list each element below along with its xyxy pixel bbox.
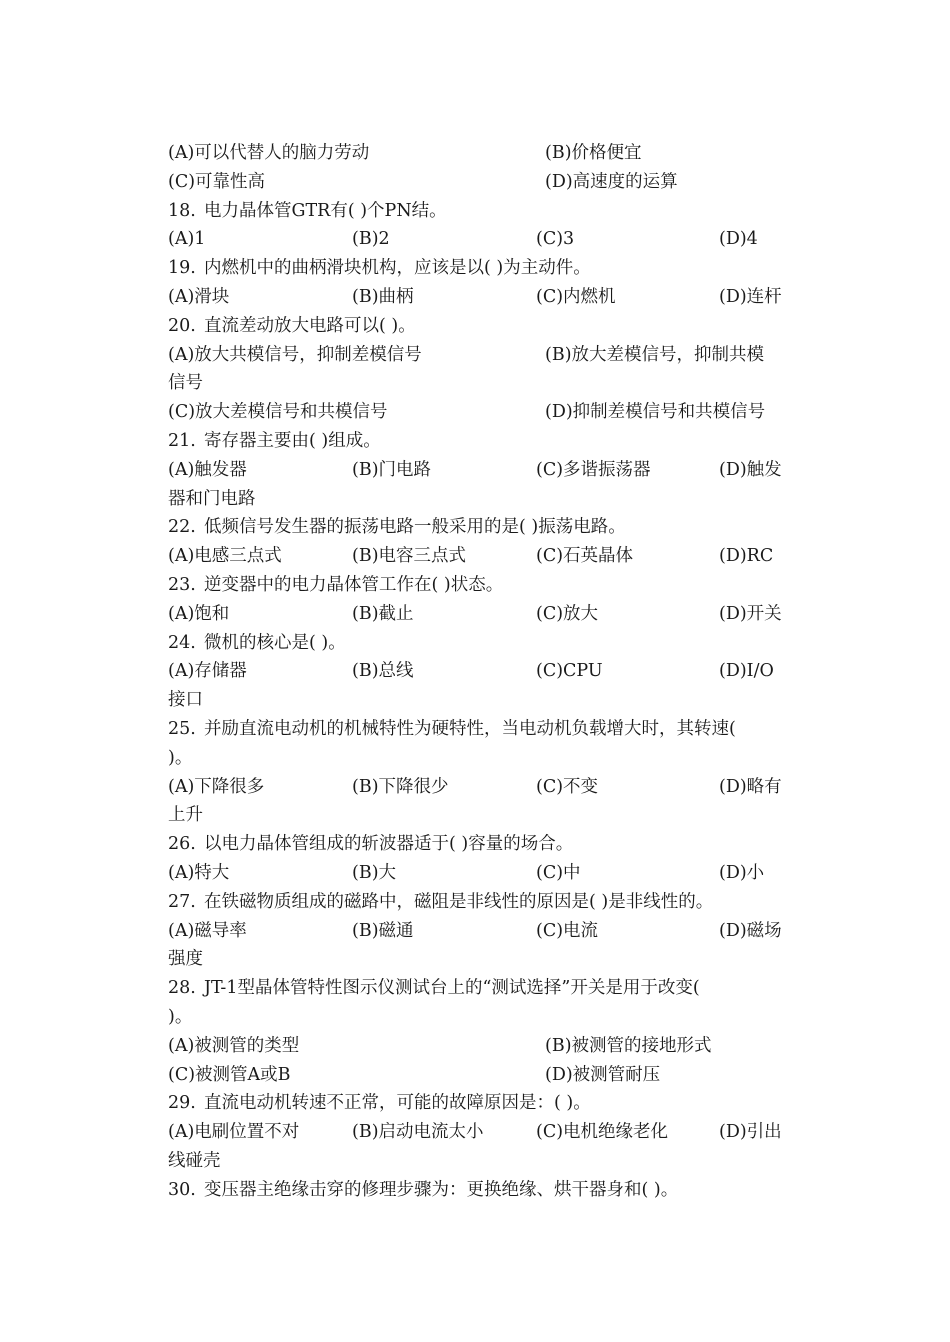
option-row — [168, 1061, 788, 1090]
option-left: (A)放大共模信号，抑制差模信号 — [168, 344, 422, 365]
option-left: (A)被测管的类型 — [168, 1035, 300, 1056]
continuation-line: 接口 — [168, 690, 203, 711]
option-row — [168, 542, 788, 571]
question-text: 直流差动放大电路可以( )。 — [204, 315, 416, 336]
option-d: (D)触发 — [719, 459, 782, 480]
option-a: (A)特大 — [168, 862, 230, 883]
option-a: (A)存储器 — [168, 661, 247, 682]
option-b: (B)门电路 — [352, 459, 432, 480]
question-line — [168, 830, 788, 859]
question-line — [168, 629, 788, 658]
option-right: (B)放大差模信号，抑制共模 — [545, 344, 765, 365]
question-line — [168, 513, 788, 542]
option-row — [168, 773, 788, 802]
option-c: (C)多谐振荡器 — [536, 459, 651, 480]
option-b: (B)截止 — [352, 603, 414, 624]
question-number: 30. — [168, 1179, 196, 1200]
option-b: (B)下降很少 — [352, 776, 449, 797]
question-number: 18. — [168, 200, 196, 221]
continuation-line: )。 — [168, 747, 193, 768]
question-line — [168, 571, 788, 600]
question-number: 25. — [168, 718, 196, 739]
question-line — [168, 715, 788, 744]
question-line — [168, 254, 788, 283]
option-row — [168, 398, 788, 427]
option-d: (D)I/O — [719, 661, 774, 682]
option-d: (D)小 — [719, 862, 765, 883]
option-right: (B)价格便宜 — [545, 143, 642, 163]
option-row — [168, 657, 788, 686]
option-b: (B)总线 — [352, 661, 414, 682]
option-b: (B)启动电流太小 — [352, 1122, 484, 1143]
question-text: JT-1型晶体管特性图示仪测试台上的“测试选择”开关是用于改变( — [204, 978, 700, 999]
option-a: (A)饱和 — [168, 603, 230, 624]
option-row — [168, 139, 788, 168]
question-number: 27. — [168, 891, 196, 912]
option-row — [168, 168, 788, 197]
continuation-line: 强度 — [168, 949, 203, 970]
continuation-line: 线碰壳 — [168, 1150, 221, 1171]
question-text: 以电力晶体管组成的斩波器适于( )容量的场合。 — [204, 834, 574, 855]
option-left: (C)被测管A或B — [168, 1064, 291, 1085]
continuation-line: 信号 — [168, 373, 203, 394]
question-text: 内燃机中的曲柄滑块机构，应该是以( )为主动件。 — [204, 258, 591, 279]
option-row — [168, 225, 788, 254]
exam-page — [168, 139, 788, 1204]
option-a: (A)1 — [168, 229, 206, 250]
option-row — [168, 456, 788, 485]
option-left: (A)可以代替人的脑力劳动 — [168, 143, 370, 163]
question-number: 23. — [168, 574, 196, 595]
option-left: (C)可靠性高 — [168, 171, 266, 192]
option-right: (D)被测管耐压 — [545, 1064, 661, 1085]
question-number: 20. — [168, 315, 196, 336]
option-a: (A)下降很多 — [168, 776, 265, 797]
option-a: (A)电感三点式 — [168, 546, 282, 567]
option-row — [168, 917, 788, 946]
question-text: 电力晶体管GTR有( )个PN结。 — [204, 200, 447, 221]
question-number: 22. — [168, 517, 196, 538]
question-line — [168, 888, 788, 917]
option-c: (C)电流 — [536, 920, 599, 941]
option-c: (C)内燃机 — [536, 286, 616, 307]
question-text: 直流电动机转速不正常，可能的故障原因是：( )。 — [204, 1093, 591, 1114]
option-row — [168, 859, 788, 888]
option-a: (A)触发器 — [168, 459, 247, 480]
option-b: (B)磁通 — [352, 920, 414, 941]
option-c: (C)CPU — [536, 661, 603, 682]
option-row — [168, 600, 788, 629]
question-line — [168, 1176, 788, 1205]
option-right: (D)高速度的运算 — [545, 171, 678, 192]
option-d: (D)开关 — [719, 603, 782, 624]
question-text: 在铁磁物质组成的磁路中，磁阻是非线性的原因是( )是非线性的。 — [204, 891, 714, 912]
option-row — [168, 1032, 788, 1061]
option-row — [168, 1118, 788, 1147]
option-c: (C)石英晶体 — [536, 546, 634, 567]
option-d: (D)4 — [719, 229, 758, 250]
option-right: (D)抑制差模信号和共模信号 — [545, 402, 766, 423]
question-number: 29. — [168, 1093, 196, 1114]
option-b: (B)电容三点式 — [352, 546, 467, 567]
option-d: (D)连杆 — [719, 286, 782, 307]
question-text: 低频信号发生器的振荡电路一般采用的是( )振荡电路。 — [204, 517, 626, 538]
option-d: (D)引出 — [719, 1122, 782, 1143]
option-a: (A)电刷位置不对 — [168, 1122, 300, 1143]
option-right: (B)被测管的接地形式 — [545, 1035, 712, 1056]
question-text: 逆变器中的电力晶体管工作在( )状态。 — [204, 574, 504, 595]
question-number: 24. — [168, 632, 196, 653]
continuation-line: 上升 — [168, 805, 203, 826]
option-c: (C)电机绝缘老化 — [536, 1122, 669, 1143]
question-line — [168, 197, 788, 226]
option-row — [168, 341, 788, 370]
question-number: 26. — [168, 834, 196, 855]
question-text: 微机的核心是( )。 — [204, 632, 346, 653]
question-text: 寄存器主要由( )组成。 — [204, 430, 381, 451]
option-row — [168, 283, 788, 312]
option-d: (D)略有 — [719, 776, 782, 797]
option-c: (C)不变 — [536, 776, 599, 797]
question-line — [168, 312, 788, 341]
option-c: (C)放大 — [536, 603, 599, 624]
option-a: (A)滑块 — [168, 286, 230, 307]
question-line — [168, 1089, 788, 1118]
question-number: 28. — [168, 978, 196, 999]
question-text: 并励直流电动机的机械特性为硬特性，当电动机负载增大时，其转速( — [204, 718, 736, 739]
continuation-line: )。 — [168, 1006, 193, 1027]
option-d: (D)RC — [719, 546, 774, 567]
question-number: 19. — [168, 258, 196, 279]
option-b: (B)大 — [352, 862, 397, 883]
option-left: (C)放大差模信号和共模信号 — [168, 402, 388, 423]
question-text: 变压器主绝缘击穿的修理步骤为：更换绝缘、烘干器身和( )。 — [204, 1179, 679, 1200]
question-line — [168, 427, 788, 456]
option-c: (C)中 — [536, 862, 581, 883]
question-number: 21. — [168, 430, 196, 451]
option-d: (D)磁场 — [719, 920, 782, 941]
option-b: (B)曲柄 — [352, 286, 414, 307]
option-b: (B)2 — [352, 229, 390, 250]
question-line — [168, 974, 788, 1003]
continuation-line: 器和门电路 — [168, 488, 256, 509]
option-a: (A)磁导率 — [168, 920, 247, 941]
option-c: (C)3 — [536, 229, 575, 250]
